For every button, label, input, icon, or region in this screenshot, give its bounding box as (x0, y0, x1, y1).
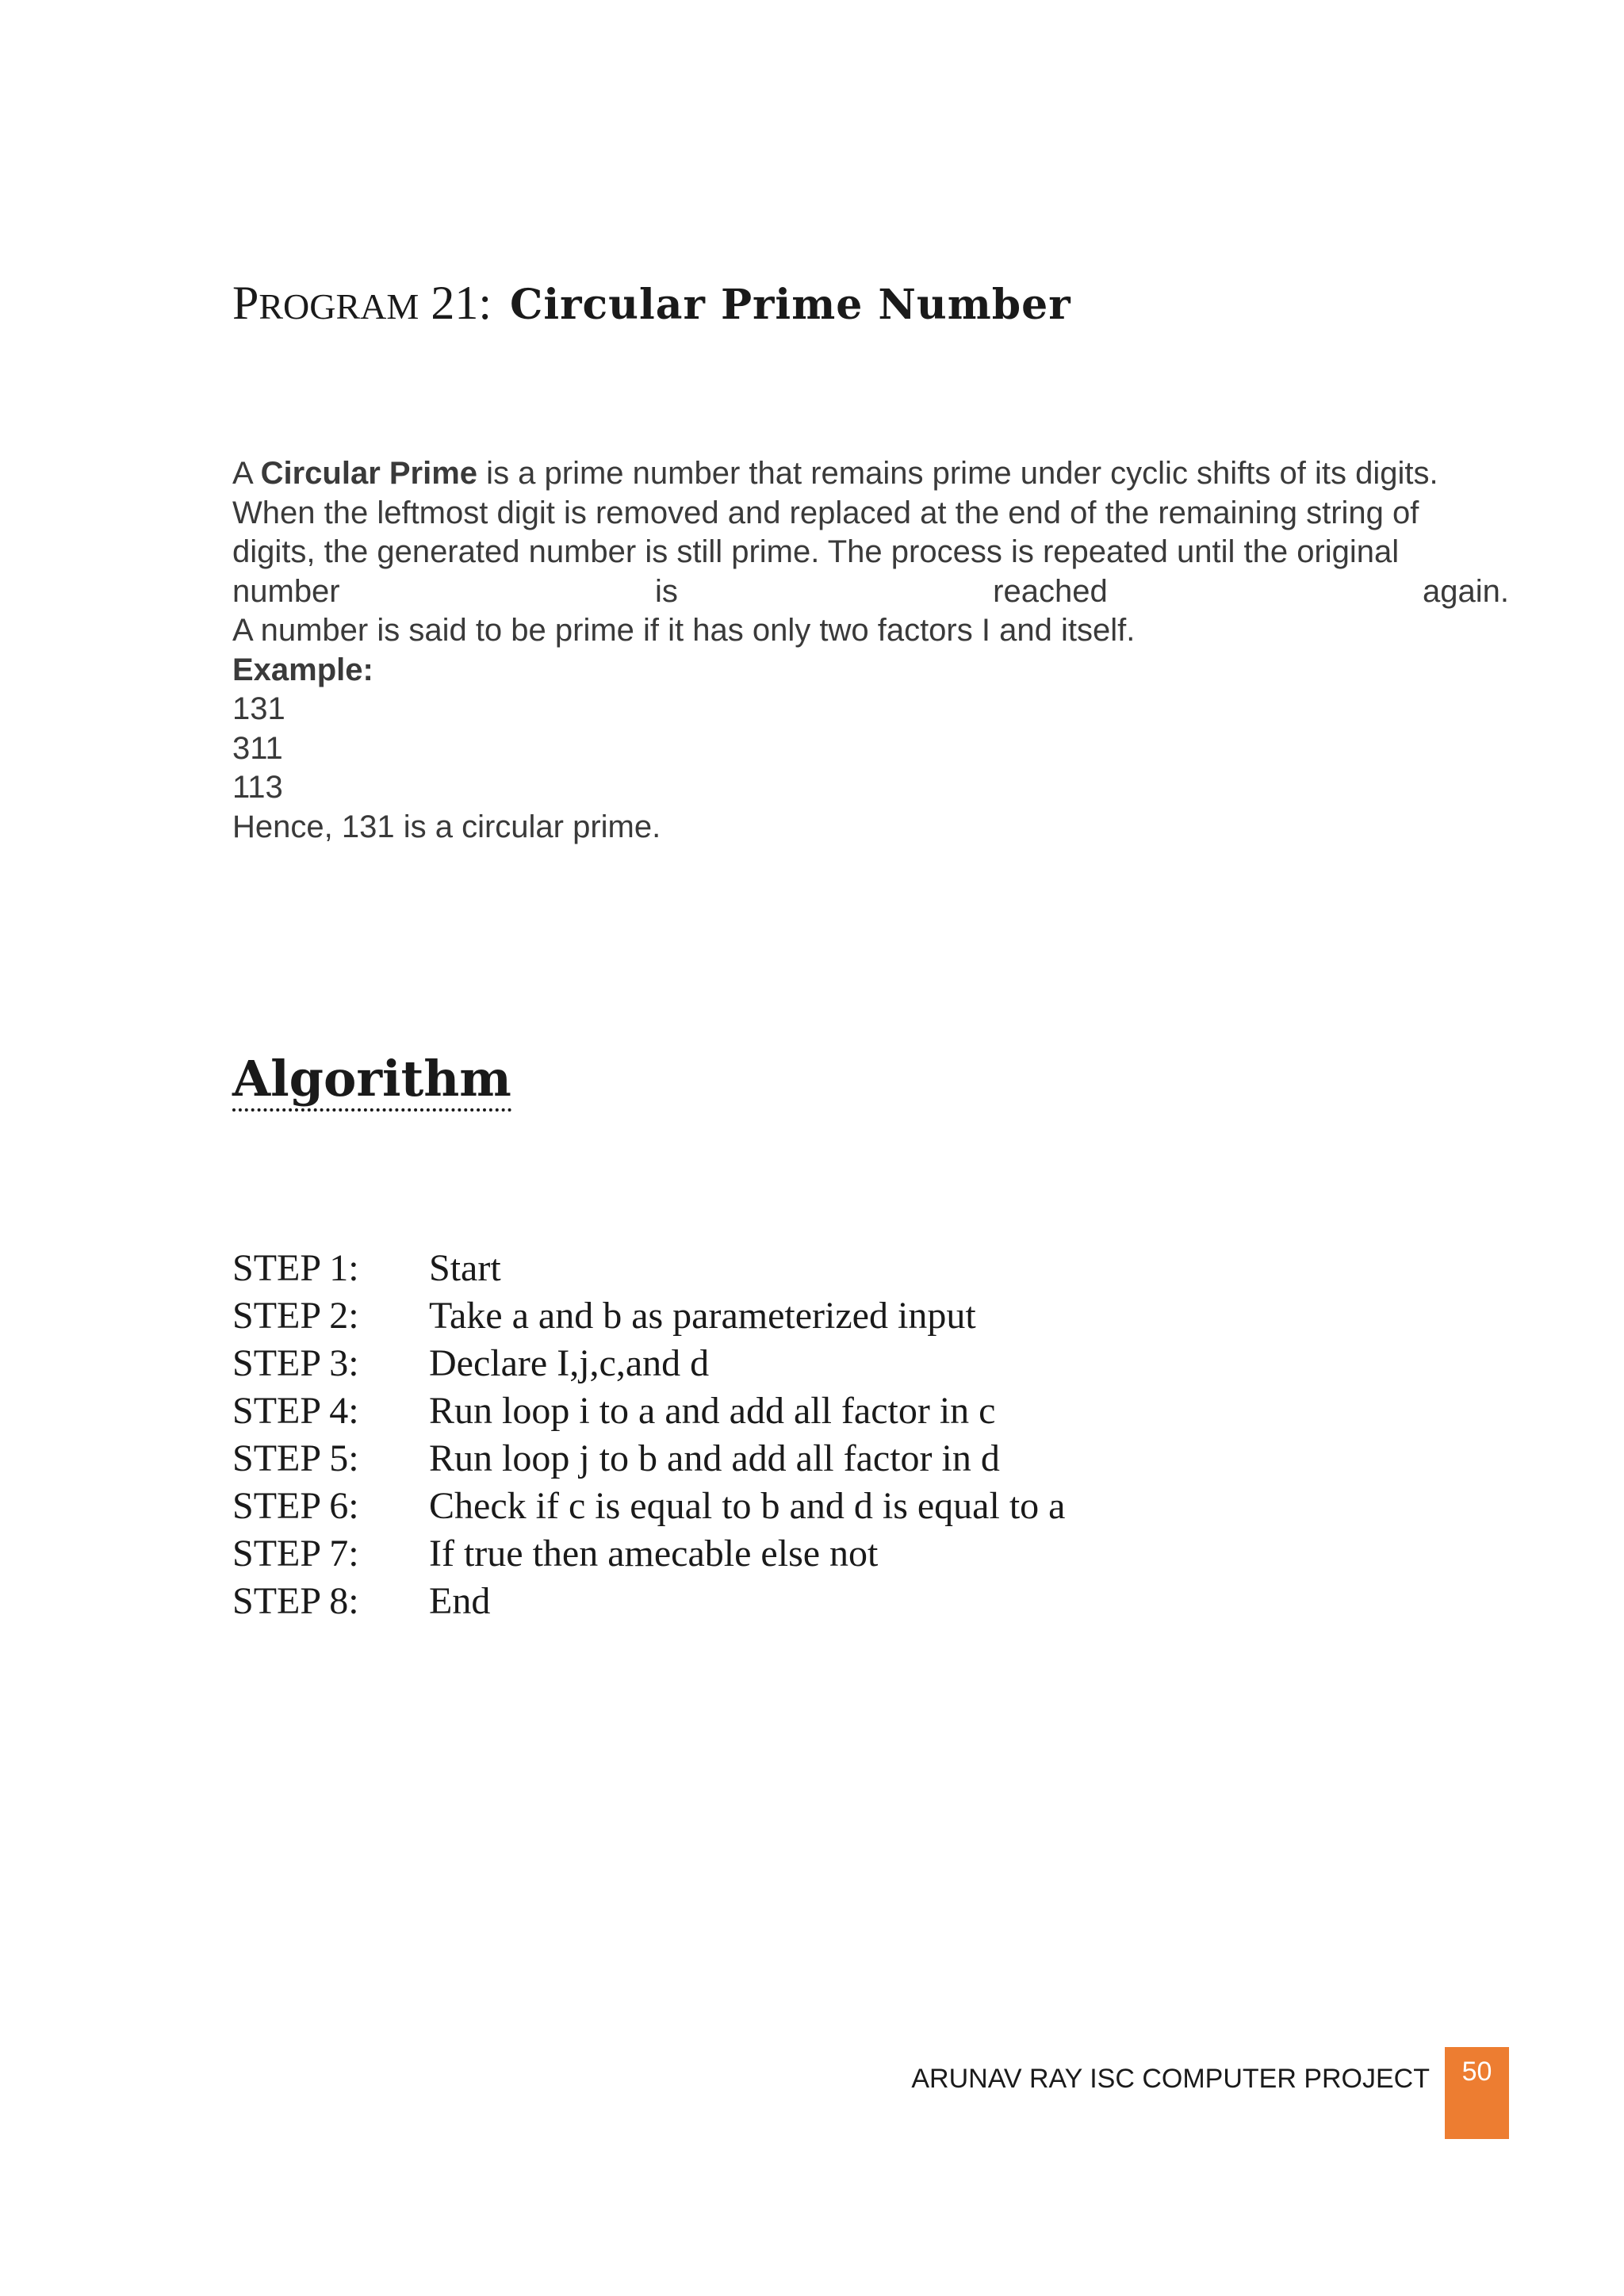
step-label: STEP 2: (232, 1295, 359, 1337)
justified-word: reached (993, 573, 1108, 609)
step-label: STEP 7: (232, 1533, 359, 1575)
intro-prefix: A (232, 456, 261, 491)
algorithm-steps (232, 1245, 1065, 1625)
justified-word: again. (1423, 573, 1509, 609)
program-heading (232, 279, 1071, 327)
step-text: Declare I,j,c,and d (429, 1342, 710, 1384)
step-text: If true then amecable else not (429, 1533, 879, 1575)
step-text: Check if c is equal to b and d is equal to a (429, 1485, 1066, 1527)
algorithm-heading: Algorithm (232, 1054, 511, 1112)
program-number: 21: (431, 277, 492, 329)
step-label: STEP 3: (232, 1342, 359, 1384)
description-line-2: When the leftmost digit is removed and replaced at the end of the remaining string of (232, 495, 1419, 530)
description-line-1 (232, 454, 1509, 494)
step-label: STEP 5: (232, 1437, 359, 1479)
intro-rest: is a prime number that remains prime under cyclic shifts of its digits. (477, 456, 1438, 491)
defined-term: Circular Prime (260, 456, 478, 491)
description-line-3: digits, the generated number is still prime. The process is repeated until the original (232, 534, 1400, 569)
justified-word: is (654, 573, 678, 609)
step-text: Run loop j to b and add all factor in d (429, 1437, 1000, 1479)
step-row (232, 1530, 1065, 1578)
example-label: Example: (232, 652, 373, 687)
description-line-4 (232, 572, 1509, 612)
step-label: STEP 4: (232, 1390, 359, 1432)
justified-word: number (232, 573, 340, 609)
step-label: STEP 8: (232, 1580, 359, 1622)
step-label: STEP 6: (232, 1485, 359, 1527)
example-value: 113 (232, 770, 283, 805)
description-line-5: A number is said to be prime if it has only two factors I and itself. (232, 613, 1136, 648)
step-row (232, 1578, 1065, 1625)
example-value: 311 (232, 730, 283, 766)
step-row (232, 1435, 1065, 1483)
step-row (232, 1340, 1065, 1387)
footer-project-title: ARUNAV RAY ISC COMPUTER PROJECT (911, 2064, 1430, 2094)
example-value: 131 (232, 691, 285, 726)
step-text: End (429, 1580, 491, 1622)
step-row (232, 1292, 1065, 1340)
step-text: Start (429, 1247, 501, 1289)
program-label-rest: ROGRAM (259, 286, 419, 327)
step-label: STEP 1: (232, 1247, 359, 1289)
step-text: Run loop i to a and add all factor in c (429, 1390, 996, 1432)
page-number-badge (1445, 2047, 1509, 2139)
program-title: Circular Prime Number (509, 281, 1071, 329)
step-row (232, 1387, 1065, 1435)
program-label-lead: P (232, 277, 259, 329)
page-number: 50 (1461, 2057, 1492, 2087)
example-conclusion: Hence, 131 is a circular prime. (232, 809, 661, 844)
step-row (232, 1245, 1065, 1292)
description-block (232, 454, 1509, 847)
step-text: Take a and b as parameterized input (429, 1295, 976, 1337)
step-row (232, 1483, 1065, 1530)
